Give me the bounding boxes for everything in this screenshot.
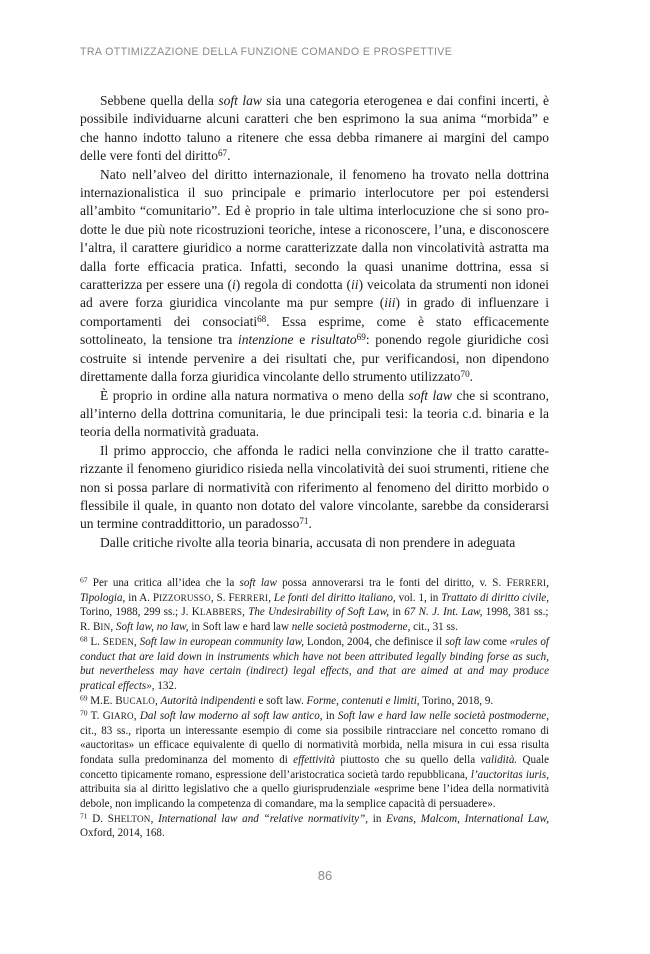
footnote-70: $^{70}$ T. GIARO, Dal soft law moderno al soft law antico, in Soft law e hard law nelle società postmoderne, cit., 83 ss., riporta un interessante esempio di come sia possibile rintracciare nel concetto romano di «auctoritas» un efficace equivalente di quello di normatività morbida, nella misura in cui essa risulta fondata sulla predominanza del momento di effettività piuttosto che su quello della validità. Quale concetto tipicamente romano, espressione dell’aristocratica società tardo repubblicana, l’auctoritas iuris, attribuita sia al diritto legislativo che a quello giurisprudenziale «esprime bene l’idea della normatività debole, non implicando la competenza di comandare, ma la semplice capacità di persuadere». [80, 708, 549, 810]
footnote-ref: 69 [356, 332, 366, 343]
paragraph: Il primo approccio, che affonda le radici nella convinzione che il tratto caratterizzante il fenomeno giuridico risieda nella vincolatività dei suoi strumenti, ritiene che non si possa parlare di normatività con riferimento al fenomeno del diritto morbido o flessibile il quale, in quanto non dotato del valore vincolante, sarebbe da considerarsi un termine contraddittorio, un paradosso$^{71}$. [80, 442, 549, 532]
footnote-71: $^{71}$ D. SHELTON, International law and “relative normativity”, in Evans, Malcom, International Law, Oxford, 2014, 168. [80, 811, 549, 840]
footnote-ref: 71 [299, 516, 309, 527]
running-header: TRA OTTIMIZZAZIONE DELLA FUNZIONE COMANDO E PROSPETTIVE [80, 46, 453, 58]
footnote-67: $^{67}$ Per una critica all’idea che la soft law possa annoverarsi tra le fonti del diritto, v. S. FERRERI, Tipologia, in A. PIZZORUSSO, S. FERRERI, Le fonti del diritto italiano, vol. 1, in Trattato di diritto civile, Torino, 1988, 299 ss.; J. KLABBERS, The Undesirability of Soft Law, in 67 N. J. Int. Law, 1998, 381 ss.; R. BIN, Soft law, no law, in Soft law e hard law nelle società postmoderne, cit., 31 ss. [80, 575, 549, 633]
paragraph: Dalle critiche rivolte alla teoria binaria, accusata di non prendere in adeguata [100, 534, 516, 550]
paragraph: Nato nell’alveo del diritto internazionale, il fenomeno ha trovato nella dottrina internazionalistica il suo principale e primario interlocutore per poi estendersi all’ambito “comunitario”. Ed è proprio in tale ultima interlocuzione che si sono prodotte le due più note ricostruzioni teoriche, intese a riconoscere, l’una, e disconoscere l’altra, il carattere giuridico a norme caratterizzate dalla non vincolatività astratta ma dalla forte efficacia pratica. Infatti, secondo la quasi unanime dottrina, essa si caratterizza per essere una (i) regola di condotta (ii) veicolata da strumenti non idonei ad avere forza giuridica vincolante ma pur sempre (iii) in grado di influenzare i comportamenti dei consociati$^{68}$. Essa esprime, come è stato efficacemente sottolineato, la tensione tra intenzione e risultato$^{69}$: ponendo regole giuridiche così costruite si intende pervenire a dei risultati che, pur verificandosi, non dipendono direttamente dalla forza giuridica vincolante dello strumento utilizzato$^{70}$. [80, 166, 550, 385]
footnote-ref: 68 [257, 313, 267, 324]
body-text [80, 92, 549, 552]
paragraph: Sebbene quella della soft law sia una categoria eterogenea e dai confini incerti, è possibile individuarne alcuni caratteri che ben esprimono la sua anima “morbida” e che hanno indotto taluno a ritenere che essa debba rimanere ai margini del campo delle vere fonti del diritto$^{67}$. [80, 93, 550, 164]
footnote-69: $^{69}$ M.E. BUCALO, Autorità indipendenti e soft law. Forme, contenuti e limiti, Torino, 2018, 9. [80, 693, 494, 707]
footnote-ref: 70 [460, 368, 470, 379]
footnote-ref: 67 [217, 148, 228, 159]
footnote-68: $^{68}$ L. SEDEN, Soft law in european community law, London, 2004, che definisce il soft law come «rules of conduct that are laid down in instruments which have not been attributed legally binding forse as such, but nevertheless may have certain (indirect) legal effects, and that are aimed at and may produce pratical effects», 132. [80, 634, 549, 692]
paragraph: È proprio in ordine alla natura normativa o meno della soft law che si scontrano, all’interno della dottrina comunitaria, le due principali tesi: la teoria c.d. binaria e la teoria della normatività graduata. [80, 387, 549, 440]
page-number: 86 [317, 868, 333, 883]
footnotes [80, 576, 549, 842]
